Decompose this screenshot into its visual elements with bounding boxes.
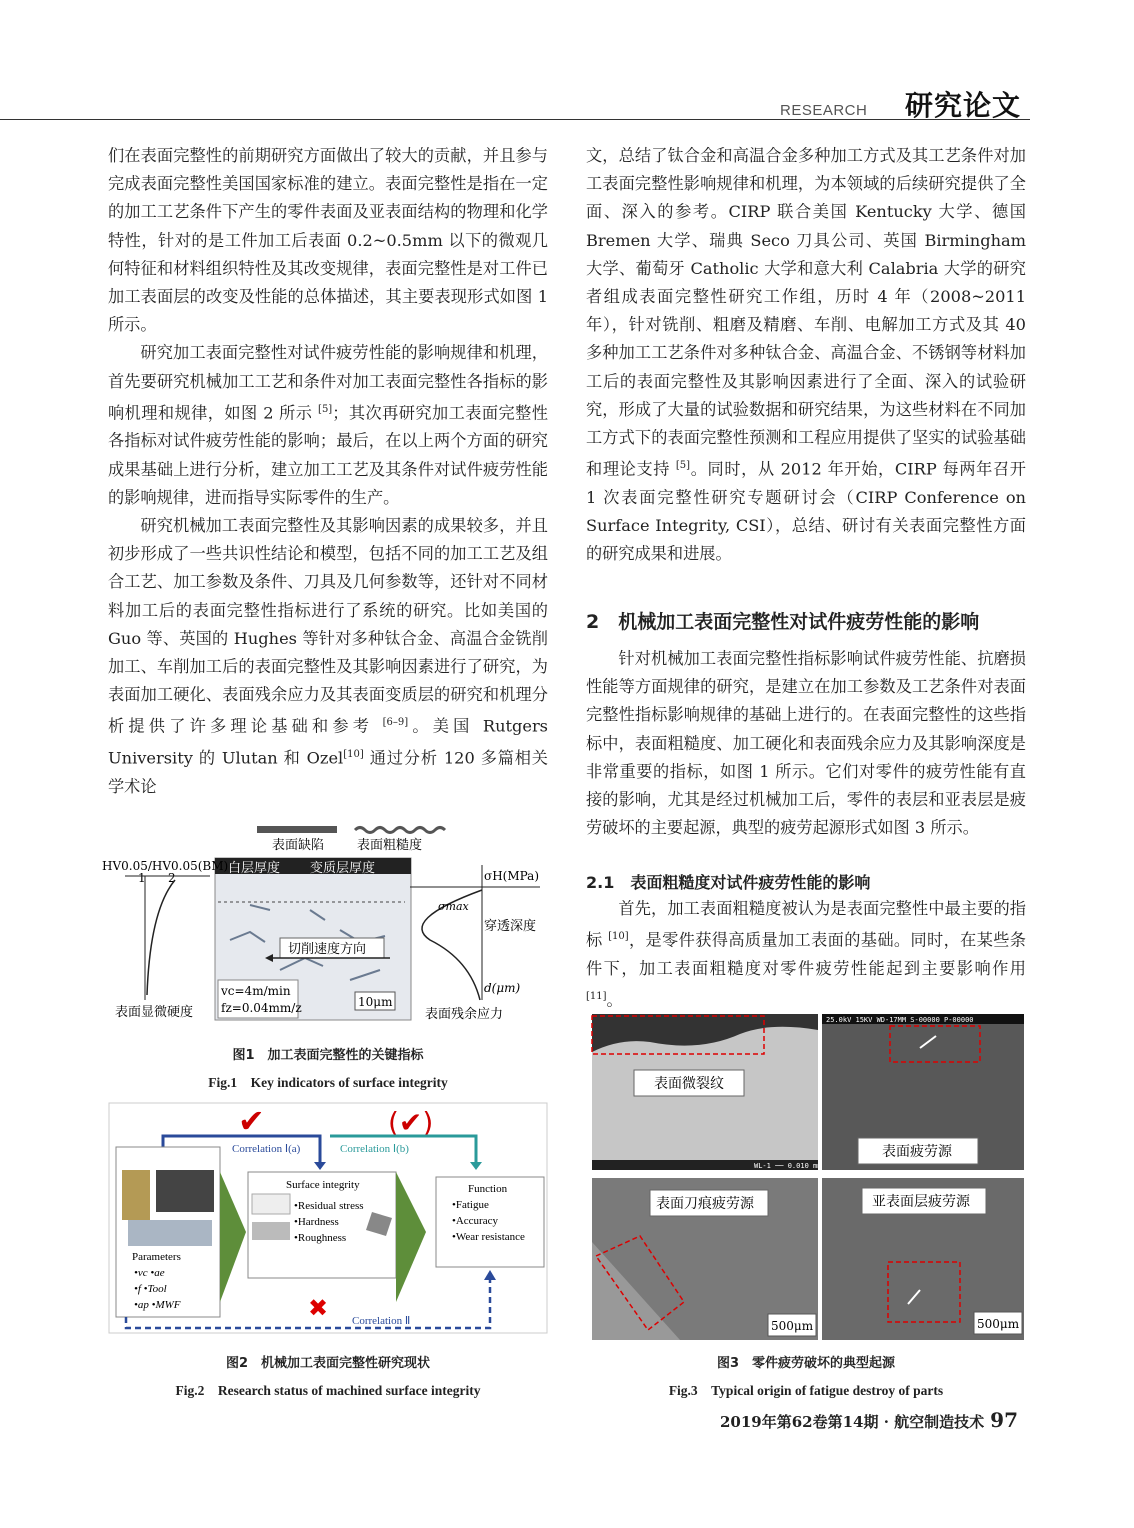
page-number: 97 bbox=[990, 1408, 1019, 1432]
si-item: •Hardness bbox=[294, 1216, 339, 1228]
surface-defect-strip bbox=[257, 826, 337, 833]
figure-1 bbox=[100, 820, 550, 1030]
label-altered-layer: 变质层厚度 bbox=[310, 861, 376, 876]
machine-photo bbox=[128, 1220, 212, 1246]
label-cut-direction: 切削速度方向 bbox=[288, 942, 367, 957]
label-d: d(μm) bbox=[484, 981, 521, 995]
label-corr-a: Correlation Ⅰ(a) bbox=[232, 1143, 301, 1155]
right-column-subsection bbox=[586, 895, 1026, 1015]
label-scale-1: 500μm bbox=[771, 1319, 814, 1333]
paragraph: 研究加工表面完整性对试件疲劳性能的影响规律和机理，首先要研究机械加工工艺和条件对加工表面完整性各指标的影响机理和规律，如图 2 所示 [5]；其次再研究加工表面完整性各指标对试件疲劳性能的影响；最后，在以上两个方面的研究成果基础上进行分析，建立加工工艺及其条件对试件疲劳性能的影响规律，进而指导实际零件的生产。 bbox=[108, 343, 548, 507]
label-roughness: 表面粗糙度 bbox=[357, 838, 423, 853]
right-column bbox=[586, 142, 1026, 568]
label-scale-2: 500μm bbox=[977, 1317, 1020, 1331]
section-heading: 2 机械加工表面完整性对试件疲劳性能的影响 bbox=[586, 611, 980, 633]
label-depth: 穿透深度 bbox=[484, 919, 537, 934]
label-tool: 表面刀痕疲劳源 bbox=[656, 1196, 754, 1212]
label-params-2: •f •Tool bbox=[134, 1283, 167, 1295]
figure-3-caption: 图3 零件疲劳破坏的典型起源 Fig.3 Typical origin of fatigue destroy of parts bbox=[668, 1356, 944, 1398]
paragraph: 文，总结了钛合金和高温合金多种加工方式及其工艺条件对加工表面完整性影响规律和机理，为本领域的后续研究提供了全面、深入的参考。CIRP 联合美国 Kentucky 大学、德国 Bremen 大学、瑞典 Seco 刀具公司、英国 Birmingham 大学、葡萄牙 Catholic 大学和意大利 Calabria 大学的研究者组成表面完整性研究工作组，历时 4 年（2008~2011 年），针对铣削、粗磨及精磨、车削、电解加工方式及其 40 多种加工工艺条件对多种钛合金、高温合金、不锈钢等材料加工后的表面完整性及其影响因素进行了全面、深入的试验研究，形成了大量的试验数据和研究结果，为这些材料在不同加工方式下的表面完整性预测和工程应用提供了坚实的试验基础和理论支持 [5]。同时，从 2012 年开始，CIRP 每两年召开 1 次表面完整性研究专题研讨会（CIRP Conference on Surface Integrity, CSI），总结、研讨有关表面完整性方面的研究成果和进展。 bbox=[586, 146, 1026, 564]
label-params-1: •vc •ae bbox=[134, 1267, 165, 1279]
header-research: RESEARCH bbox=[780, 102, 868, 119]
paragraph: 研究机械加工表面完整性及其影响因素的成果较多，并且初步形成了一些共识性结论和模型，包括不同的加工工艺及组合工艺、加工参数及条件、刀具及几何参数等，还针对不同材料加工后的表面完整性指标进行了系统的研究。比如美国的 Guo 等、英国的 Hughes 等针对多种钛合金、高温合金铣削加工、车削加工后的表面完整性及其影响因素进行了研究，为表面加工硬化、表面残余应力及其表面变质层的研究和机理分析提供了许多理论基础和参考 [6–9]。美国 Rutgers University 的 Ulutan 和 Ozel[10] 通过分析 120 多篇相关学术论 bbox=[108, 516, 548, 796]
label-microcrack: 表面微裂纹 bbox=[654, 1076, 724, 1092]
label-residual: 表面残余应力 bbox=[425, 1007, 504, 1022]
figure-3 bbox=[590, 1012, 1026, 1342]
fn-item: •Wear resistance bbox=[452, 1231, 525, 1243]
tool-photo bbox=[122, 1170, 150, 1220]
label-fz: fz=0.04mm/z bbox=[221, 1001, 302, 1015]
right-column-section bbox=[586, 645, 1026, 842]
label-hv: HV0.05/HV0.05(BM) bbox=[102, 859, 229, 873]
label-params: Parameters bbox=[132, 1251, 181, 1263]
check-bracket-icon: (✔) bbox=[388, 1106, 434, 1139]
paragraph: 针对机械加工表面完整性指标影响试件疲劳性能、抗磨损性能等方面规律的研究，是建立在加工参数及工艺条件对表面完整性指标影响规律的基础上进行的。在表面完整性的这些指标中，表面粗糙度、加工硬化和表面残余应力及其影响深度是非常重要的指标，如图 1 所示。它们对零件的疲劳性能有直接的影响，尤其是经过机械加工后，零件的表层和亚表层是疲劳破坏的主要起源，典型的疲劳起源形式如图 3 所示。 bbox=[586, 649, 1026, 838]
label-hardness: 表面显微硬度 bbox=[115, 1005, 194, 1020]
footer-journal: 2019年第62卷第14期 · 航空制造技术 bbox=[720, 1413, 985, 1431]
label-fn-title: Function bbox=[468, 1183, 508, 1195]
si-item: •Residual stress bbox=[294, 1200, 364, 1212]
fn-item: •Accuracy bbox=[452, 1215, 498, 1227]
label-surface-defect: 表面缺陷 bbox=[272, 838, 325, 853]
paragraph: 首先，加工表面粗糙度被认为是表面完整性中最主要的指标 [10]，是零件获得高质量加工表面的基础。同时，在某些条件下，加工表面粗糙度对零件疲劳性能起到主要影响作用 [11]。 bbox=[586, 899, 1026, 1010]
cross-icon: ✖ bbox=[308, 1294, 329, 1322]
si-thumb bbox=[252, 1194, 290, 1214]
label-corr-b: Correlation Ⅰ(b) bbox=[340, 1143, 409, 1155]
label-white-layer: 白层厚度 bbox=[228, 861, 281, 876]
check-icon: ✔ bbox=[238, 1102, 265, 1140]
label-vc: vc=4m/min bbox=[221, 984, 291, 998]
si-item: •Roughness bbox=[294, 1232, 347, 1244]
footer bbox=[720, 1408, 1018, 1432]
roughness-strip bbox=[355, 828, 445, 833]
machining-photo bbox=[156, 1170, 214, 1212]
hardness-curve bbox=[147, 880, 175, 995]
label-scale: 10μm bbox=[358, 995, 393, 1009]
label-surface: 表面疲劳源 bbox=[882, 1144, 952, 1160]
subsection-heading: 2.1 表面粗糙度对试件疲劳性能的影响 bbox=[586, 873, 871, 892]
left-column bbox=[108, 142, 548, 801]
label-subsurface: 亚表面层疲劳源 bbox=[872, 1194, 970, 1210]
paragraph: 们在表面完整性的前期研究方面做出了较大的贡献，并且参与完成表面完整性美国国家标准的建立。表面完整性是指在一定的加工工艺条件下产生的零件表面及亚表面结构的物理和化学特性，针对的是工件加工后表面 0.2~0.5mm 以下的微观几何特征和材料组织特性及其改变规律，表面完整性是对工件已加工表面层的改变及性能的总体描述，其主要表现形式如图 1 所示。 bbox=[108, 146, 548, 335]
panel1-info: WL-1 ── 0.010 mm bbox=[754, 1162, 822, 1170]
header-rule bbox=[0, 119, 1030, 120]
figure-2 bbox=[108, 1102, 548, 1334]
si-thumb-2 bbox=[252, 1222, 290, 1240]
label-sigmamax: σmax bbox=[438, 900, 469, 913]
header-title: 研究论文 bbox=[905, 89, 1022, 122]
figure-2-caption: 图2 机械加工表面完整性研究现状 Fig.2 Research status of machined surface integrity bbox=[175, 1356, 481, 1398]
panel2-info: 25.0kV 15KV WD-17MM S-00000 P-00000 bbox=[826, 1016, 974, 1024]
label-corr-2: Correlation Ⅱ bbox=[352, 1315, 411, 1327]
fn-item: •Fatigue bbox=[452, 1199, 489, 1211]
label-sigma: σH(MPa) bbox=[484, 869, 539, 883]
label-hv-2: 2 bbox=[168, 871, 176, 885]
figure-1-caption: 图1 加工表面完整性的关键指标 Fig.1 Key indicators of surface integrity bbox=[208, 1048, 448, 1090]
label-params-3: •ap •MWF bbox=[134, 1299, 181, 1311]
label-hv-1: 1 bbox=[138, 871, 146, 885]
label-si-title: Surface integrity bbox=[286, 1179, 360, 1191]
